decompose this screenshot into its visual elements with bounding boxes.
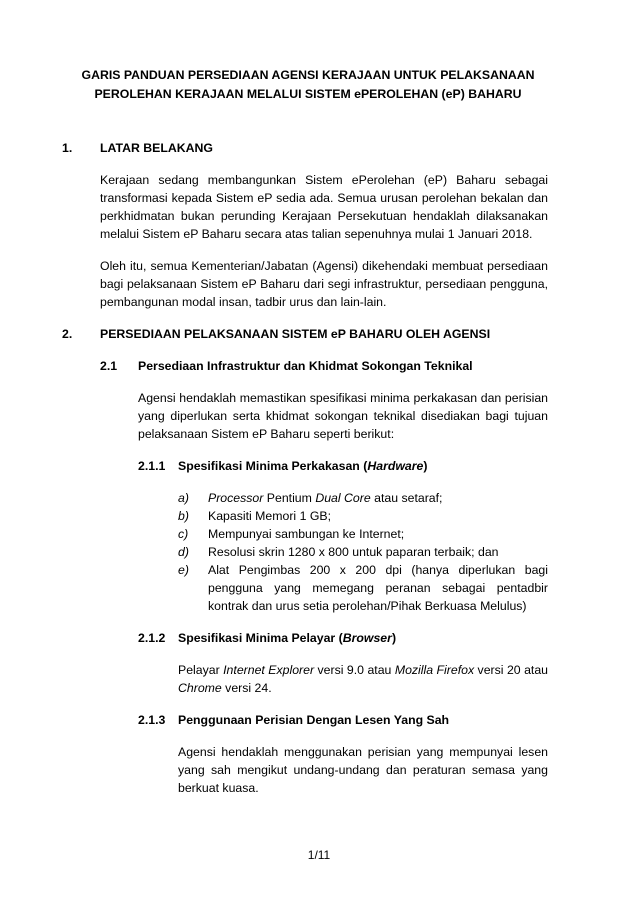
subsection-number: 2.1	[100, 359, 118, 373]
text: atau setaraf;	[370, 491, 443, 505]
title-text: Spesifikasi Minima Perkakasan (	[178, 459, 368, 473]
list-label: e)	[178, 563, 189, 577]
italic-term: Processor	[208, 491, 264, 505]
list-text: Kapasiti Memori 1 GB;	[208, 509, 332, 523]
subsection-2-1-3-paragraph: Agensi hendaklah menggunakan perisian yang mempunyai lesen yang sah mengikut undang-undang dan peraturan semasa yang berkuat kuasa.	[178, 745, 548, 795]
title-text: )	[391, 631, 397, 645]
list-text	[208, 489, 548, 507]
subsection-title: Penggunaan Perisian Dengan Lesen Yang Sah	[178, 713, 450, 727]
list-text: Mempunyai sambungan ke Internet;	[208, 527, 405, 541]
section-number: 2.	[62, 327, 73, 341]
italic-term: Dual Core	[315, 491, 371, 505]
subsection-number: 2.1.2	[138, 631, 166, 645]
subsection-2-1-2-heading	[138, 629, 548, 647]
list-label: c)	[178, 527, 189, 541]
title-line-2: PEROLEHAN KERAJAAN MELALUI SISTEM ePEROLEHAN (eP) BAHARU	[94, 87, 522, 101]
list-label: d)	[178, 545, 189, 559]
text: versi 20 atau	[474, 663, 549, 677]
list-item	[178, 561, 548, 615]
title-text: Spesifikasi Minima Pelayar (	[178, 631, 343, 645]
subsection-title	[178, 629, 396, 647]
section-2-heading	[62, 325, 548, 343]
title-text: )	[423, 459, 428, 473]
section-title: PERSEDIAAN PELAKSANAAN SISTEM eP BAHARU OLEH AGENSI	[100, 327, 491, 341]
text: versi 9.0 atau	[314, 663, 395, 677]
list-item	[178, 507, 548, 525]
title-line-1: GARIS PANDUAN PERSEDIAAN AGENSI KERAJAAN UNTUK PELAKSANAAN	[81, 68, 535, 82]
italic-term: Chrome	[178, 681, 222, 695]
list-item	[178, 489, 548, 507]
italic-term: Mozilla Firefox	[394, 663, 475, 677]
list-label: b)	[178, 509, 189, 523]
text: versi 24.	[221, 681, 272, 695]
subsection-2-1-heading	[100, 357, 548, 375]
document-title	[62, 66, 548, 104]
list-text: Alat Pengimbas 200 x 200 dpi (hanya diperlukan bagi pengguna yang memegang peranan sebagai pentadbir kontrak dan urus setia perolehan/Pihak Berkuasa Melulus)	[208, 563, 548, 613]
italic-term: Internet Explorer	[223, 663, 315, 677]
subsection-number: 2.1.3	[138, 713, 166, 727]
section-1-heading	[62, 139, 548, 157]
section-1-paragraph-2: Oleh itu, semua Kementerian/Jabatan (Agensi) dikehendaki membuat persediaan bagi pelaksanaan Sistem eP Baharu dari segi infrastruktur, persediaan pengguna, pembangunan modal insan, tadbir urus dan lain-lain.	[100, 259, 548, 309]
title-italic: Browser	[342, 631, 392, 645]
subsection-title	[178, 457, 428, 475]
title-italic: Hardware	[367, 459, 424, 473]
page-number: 1/11	[307, 848, 331, 862]
text: Pelayar	[178, 663, 224, 677]
section-title: LATAR BELAKANG	[100, 141, 213, 155]
subsection-2-1-3-heading	[138, 711, 548, 729]
subsection-2-1-1-heading	[138, 457, 548, 475]
list-label: a)	[178, 491, 189, 505]
subsection-2-1-2-paragraph	[178, 661, 548, 697]
hardware-spec-list	[178, 489, 548, 615]
list-item	[178, 543, 548, 561]
text: Pentium	[263, 491, 316, 505]
subsection-title: Persediaan Infrastruktur dan Khidmat Sokongan Teknikal	[138, 359, 473, 373]
list-text: Resolusi skrin 1280 x 800 untuk paparan terbaik; dan	[208, 545, 499, 559]
section-1-paragraph-1: Kerajaan sedang membangunkan Sistem ePerolehan (eP) Baharu sebagai transformasi kepada Sistem eP sedia ada. Semua urusan perolehan bekalan dan perkhidmatan bukan perunding Kerajaan Persekutuan hendaklah dilaksanakan melalui Sistem eP Baharu secara atas talian sepenuhnya mulai 1 Januari 2018.	[100, 173, 548, 241]
subsection-2-1-paragraph: Agensi hendaklah memastikan spesifikasi minima perkakasan dan perisian yang diperlukan serta khidmat sokongan teknikal disediakan bagi tujuan pelaksanaan Sistem eP Baharu seperti berikut:	[138, 391, 548, 441]
list-item	[178, 525, 548, 543]
section-number: 1.	[62, 141, 73, 155]
subsection-number: 2.1.1	[138, 459, 166, 473]
